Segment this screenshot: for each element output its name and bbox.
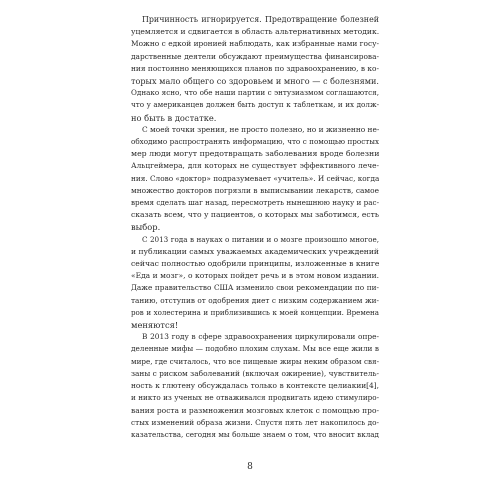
text-line: «Еда и мозг», о которых пойдет речь и в этом новом издании. bbox=[131, 271, 379, 281]
text-line: мире, где считалось, что все пищевые жиры неким образом свя- bbox=[131, 356, 379, 366]
text-line: В 2013 году в сфере здравоохранения циркулировали опре- bbox=[142, 332, 379, 342]
text-line: торых мало общего со здоровьем и много — с болезнями. bbox=[131, 76, 379, 87]
text-line: Альцгеймера, для которых не существует эффективного лече- bbox=[131, 161, 379, 171]
paragraph-1 bbox=[131, 14, 379, 124]
text-line: Можно с едкой иронией наблюдать, как избранные нами госу- bbox=[131, 39, 379, 49]
text-line: ров и холестерина и приблизившись к моей концепции. Времена bbox=[131, 307, 379, 317]
text-line: Однако ясно, что обе наши партии с энтузиазмом соглашаются, bbox=[131, 88, 379, 98]
text-line: меняются! bbox=[131, 320, 179, 331]
body-text bbox=[131, 14, 379, 441]
text-line: вания роста и размножения мозговых клеток с помощью про- bbox=[131, 405, 379, 415]
paragraph-4 bbox=[131, 331, 379, 441]
text-line: сейчас полностью одобрили принципы, изложенные в книге bbox=[131, 259, 379, 269]
text-line: что у американцев должен быть доступ к таблеткам, и их долж- bbox=[131, 100, 379, 110]
text-line: мер люди могут предотвращать заболевания вроде болезни bbox=[131, 149, 379, 159]
text-line: Даже правительство США изменило свои рекомендации по пи- bbox=[131, 283, 379, 293]
text-line: и никто из ученых не отваживался продвигать идею стимулиро- bbox=[131, 393, 379, 403]
text-line: дарственные деятели обсуждают преимущества финансирова- bbox=[131, 51, 379, 61]
text-line: и публикации самых уважаемых академических учреждений bbox=[131, 246, 379, 256]
text-line: множество докторов погрязли в выписывании лекарств, самое bbox=[131, 185, 379, 195]
text-line: Причинность игнорируется. Предотвращение болезней bbox=[142, 15, 379, 24]
text-line: С моей точки зрения, не просто полезно, но и жизненно не- bbox=[142, 124, 379, 134]
paragraph-3 bbox=[131, 234, 379, 332]
text-line: ния. Слово «доктор» подразумевает «учитель». И сейчас, когда bbox=[131, 173, 379, 183]
text-line: танию, отступив от одобрения диет с низким содержанием жи- bbox=[131, 295, 379, 305]
text-line: казательства, сегодня мы больше знаем о том, что вносит вклад bbox=[131, 429, 379, 439]
paragraph-2 bbox=[131, 124, 379, 234]
text-line: уцемляется и сдвигается в область альтернативных методик. bbox=[131, 27, 379, 37]
text-line: заны с риском заболеваний (включая ожирение), чувствитель- bbox=[131, 368, 379, 378]
text-line: стых изменений образа жизни. Спустя пять лет накопилось до- bbox=[131, 417, 379, 427]
text-line: С 2013 года в науках о питании и о мозге произошло многое, bbox=[142, 234, 379, 244]
text-line: деленные мифы — подобно плохим слухам. Мы все еще жили в bbox=[131, 344, 379, 354]
text-line: ность к глютену обсуждалась только в контексте целиакии[4], bbox=[131, 381, 379, 391]
text-line: ния постоянно меняющихся планов по здравоохранению, в ко- bbox=[131, 63, 379, 73]
text-line: сказать всем, что у пациентов, о которых мы заботимся, есть bbox=[131, 210, 379, 220]
text-line: время сделать шаг назад, пересмотреть нынешнюю науку и рас- bbox=[131, 198, 379, 208]
page-number: 8 bbox=[247, 462, 253, 472]
text-line: но быть в достатке. bbox=[131, 112, 217, 123]
text-line: обходимо распространять информацию, что с помощью простых bbox=[131, 137, 379, 147]
text-line: выбор. bbox=[131, 222, 161, 233]
